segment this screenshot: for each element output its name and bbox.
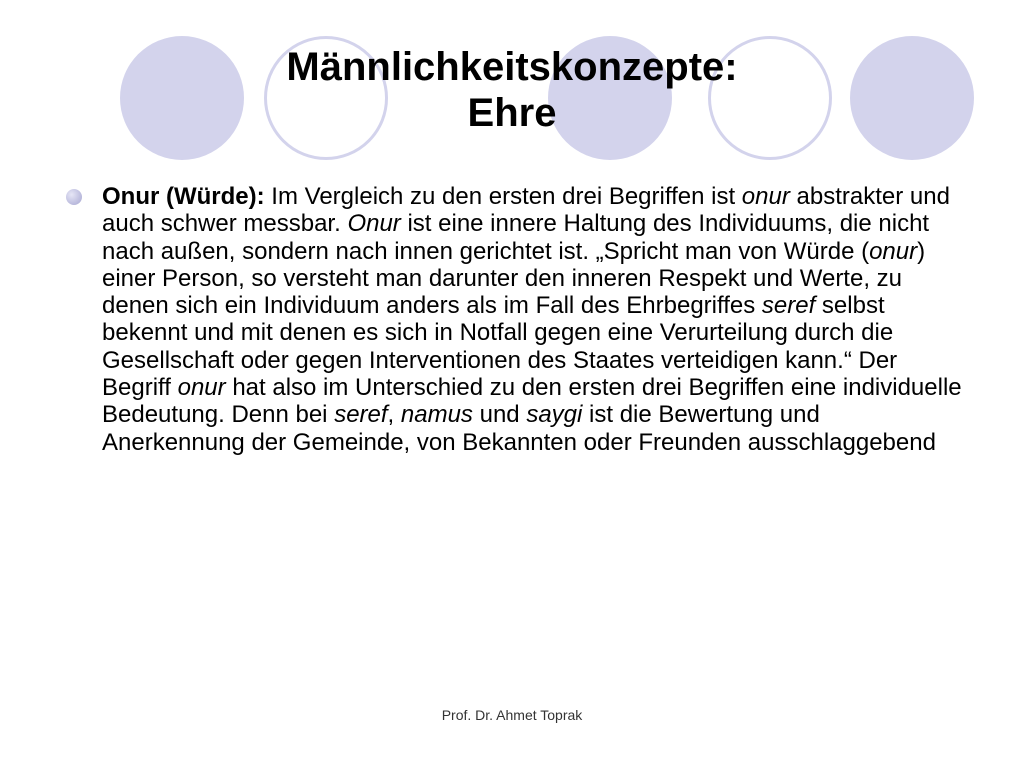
text-run: hat also im Unterschied zu den ersten drei Begriffen eine individuelle Bedeutung. Denn bei: [102, 374, 962, 429]
italic-term: seref: [761, 292, 816, 320]
text-run: ,: [387, 401, 401, 429]
italic-term: Onur: [347, 210, 401, 238]
slide-body: [66, 183, 966, 456]
text-run: selbst bekennt und mit denen es sich in Notfall gegen eine Verurteilung durch die Gesellschaft oder gegen Interventionen des Staates verteidigen kann.“ Der Begriff: [102, 292, 898, 402]
bullet-term: Onur (Würde):: [102, 183, 265, 210]
text-run: ) einer Person, so versteht man darunter den inneren Respekt und Werte, zu denen sich ein Individuum anders als im Fall des Ehrbegriffes: [102, 237, 926, 320]
slide-title: [0, 44, 1024, 136]
text-run: und: [472, 401, 527, 429]
text-run: ist eine innere Haltung des Individuums, die nicht nach außen, sondern nach innen gerichtet ist. „Spricht man von Würde (: [102, 210, 930, 265]
italic-term: seref: [334, 401, 388, 429]
text-run: Im Vergleich zu den ersten drei Begriffen ist: [264, 183, 742, 210]
slide-title-line-1: Männlichkeitskonzepte:: [286, 45, 738, 89]
italic-term: saygi: [526, 401, 583, 429]
italic-term: onur: [741, 183, 790, 210]
text-run: ist die Bewertung und Anerkennung der Gemeinde, von Bekannten oder Freunden ausschlaggebend: [102, 401, 936, 456]
italic-term: onur: [177, 374, 226, 402]
bullet-icon: [66, 189, 82, 205]
bullet-text: [102, 183, 966, 456]
slide-footer: Prof. Dr. Ahmet Toprak: [441, 707, 583, 723]
italic-term: onur: [869, 237, 918, 265]
italic-term: namus: [400, 401, 473, 429]
slide-title-line-2: Ehre: [467, 91, 557, 135]
text-run: abstrakter und auch schwer messbar.: [102, 183, 950, 238]
